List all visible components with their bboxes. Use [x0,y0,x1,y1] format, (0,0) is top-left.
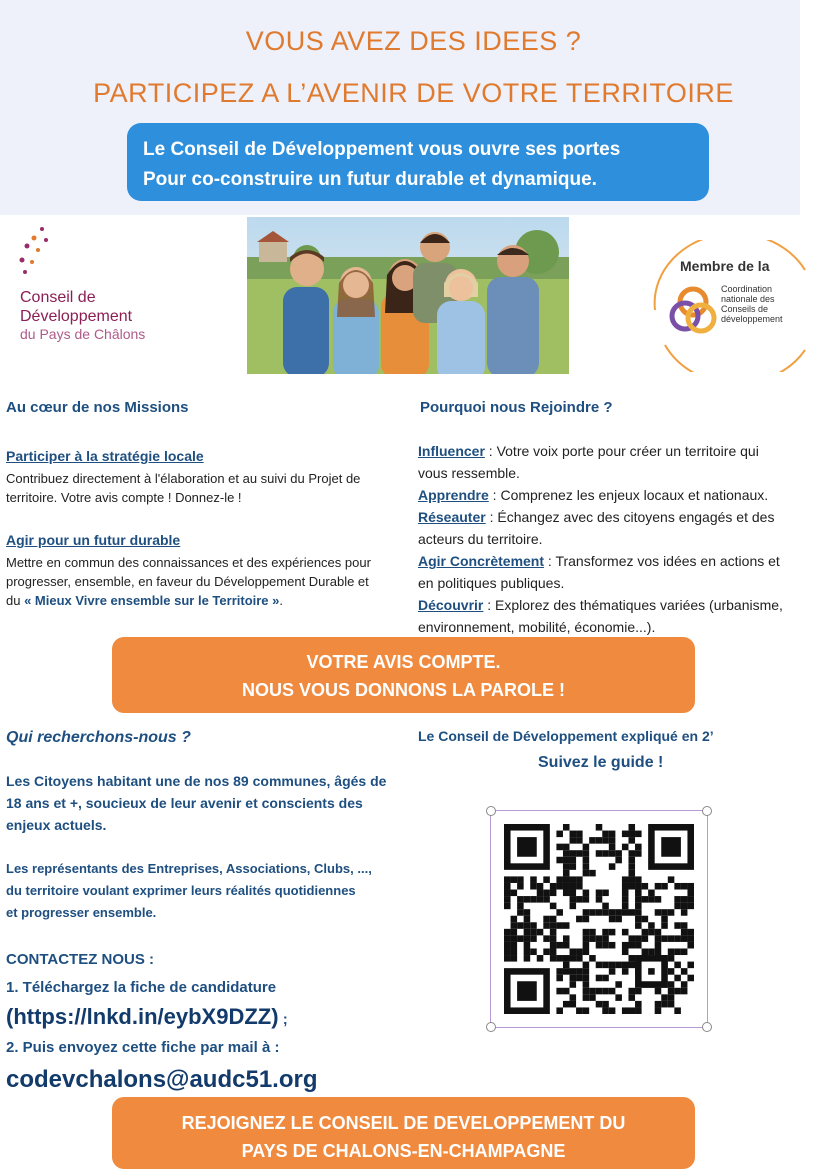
why-label-decouvrir: Découvrir [418,597,484,613]
why-label-influencer: Influencer [418,443,485,459]
why-item-decouvrir [418,594,818,616]
why-text-decouvrir: : Explorez des thématiques variées (urbanisme, [483,597,783,613]
contact-title: CONTACTEZ NOUS : [6,951,155,968]
intro-line-1: Le Conseil de Développement vous ouvre ses portes [143,139,621,160]
corner-handle-icon [702,806,712,816]
mission-2-line-2: progresser, ensemble, en faveur du Développement Durable et [6,574,369,589]
logo-name-line-1: Conseil de [20,289,96,306]
corner-handle-icon [702,1022,712,1032]
candidature-link[interactable]: (https://lnkd.in/eybX9DZZ) [6,1004,279,1029]
mission-2-line-3-end: . [279,593,284,608]
who-p2-line-2: du territoire voulant exprimer leurs réalités quotidiennes [6,883,356,898]
corner-handle-icon [486,1022,496,1032]
mission-2-text [6,553,406,610]
avis-line-1: VOTRE AVIS COMPTE. [306,652,501,672]
why-item-agir [418,550,818,572]
why-label-apprendre: Apprendre [418,487,489,503]
mission-2-title: Agir pour un futur durable [6,532,181,548]
logo-name-line-2: Développement [20,308,133,325]
group-photo [247,217,569,374]
mission-1-title: Participer à la stratégie locale [6,448,204,464]
qr-code[interactable] [490,810,708,1028]
avis-line-2: NOUS VOUS DONNONS LA PAROLE ! [241,680,565,700]
join-line-2: PAYS DE CHALONS-EN-CHAMPAGNE [241,1141,566,1161]
avis-banner [112,637,695,713]
who-p1-line-1: Les Citoyens habitant une de nos 89 communes, âgés de [6,773,387,789]
qr-code-icon [504,824,694,1014]
why-item-reseauter [418,506,818,528]
who-p2-line-3: et progresser ensemble. [6,905,157,920]
people-photo-icon [247,217,569,374]
why-join-title: Pourquoi nous Rejoindre ? [420,399,613,416]
why-item-apprendre [418,484,818,506]
contact-email[interactable]: codevchalons@audc51.org [6,1066,318,1093]
who-paragraph-1 [6,770,401,836]
who-p1-line-2: 18 ans et +, soucieux de leur avenir et conscients des [6,795,363,811]
why-text-reseauter: : Échangez avec des citoyens engagés et des [485,509,775,525]
cncd-line-3: Conseils de [721,304,769,314]
intro-line-2: Pour co-construire un futur durable et dynamique. [143,169,597,190]
why-text-influencer-2: vous ressemble. [418,465,520,481]
join-line-1: REJOIGNEZ LE CONSEIL DE DEVELOPPEMENT DU [181,1113,626,1133]
mission-1-line-2: territoire. Votre avis compte ! Donnez-le ! [6,490,242,505]
mission-2-line-1: Mettre en commun des connaissances et des expériences pour [6,555,371,570]
guide-line-2: Suivez le guide ! [538,754,664,771]
contact-block [6,948,318,1094]
why-label-agir: Agir Concrètement [418,553,545,569]
who-p1-line-3: enjeux actuels. [6,817,107,833]
why-text-agir-2: en politiques publiques. [418,575,565,591]
dots-logo-icon [10,222,70,282]
contact-step-2: 2. Puis envoyez cette fiche par mail à : [6,1039,280,1056]
mission-1-text [6,469,401,507]
cncd-line-1: Coordination [721,284,773,294]
cncd-logo [645,240,815,372]
mission-1-line-1: Contribuez directement à l'élaboration et au suivi du Projet de [6,471,361,486]
why-text-reseauter-2: acteurs du territoire. [418,531,543,547]
contact-link-line [6,1004,318,1032]
mission-2-line-3 [6,591,406,610]
cncd-name [721,284,783,324]
cncd-line-2: nationale des [721,294,775,304]
why-text-apprendre: : Comprenez les enjeux locaux et nationaux. [488,487,769,503]
who-paragraph-2 [6,858,401,924]
logo-subtitle: du Pays de Châlons [20,326,146,342]
join-banner [112,1097,695,1169]
link-suffix: ; [278,1011,288,1028]
cncd-line-4: développement [721,314,783,324]
mieux-vivre-quote: « Mieux Vivre ensemble sur le Territoire » [24,593,280,608]
why-text-agir: : Transformez vos idées en actions et [544,553,780,569]
logo-name [20,288,132,326]
why-text-decouvrir-2: environnement, mobilité, économie...). [418,619,656,635]
corner-handle-icon [486,806,496,816]
guide-line-1: Le Conseil de Développement expliqué en 2’ [418,728,714,744]
why-join-list [418,440,818,638]
missions-title: Au cœur de nos Missions [6,399,189,416]
title-line-2: PARTICIPEZ A L’AVENIR DE VOTRE TERRITOIRE [93,78,734,108]
why-text-influencer: : Votre voix porte pour créer un territoire qui [484,443,759,459]
why-item-influencer [418,440,818,462]
member-label: Membre de la [680,258,770,274]
intro-banner [127,123,709,201]
mission-2-line-3-start: du [6,593,25,608]
why-label-reseauter: Réseauter [418,509,486,525]
title-line-1: VOUS AVEZ DES IDEES ? [245,26,582,56]
who-title: Qui recherchons-nous ? [6,729,191,746]
contact-step-1: 1. Téléchargez la fiche de candidature [6,979,277,996]
conseil-logo [0,222,172,372]
who-p2-line-1: Les représentants des Entreprises, Associations, Clubs, ..., [6,861,372,876]
